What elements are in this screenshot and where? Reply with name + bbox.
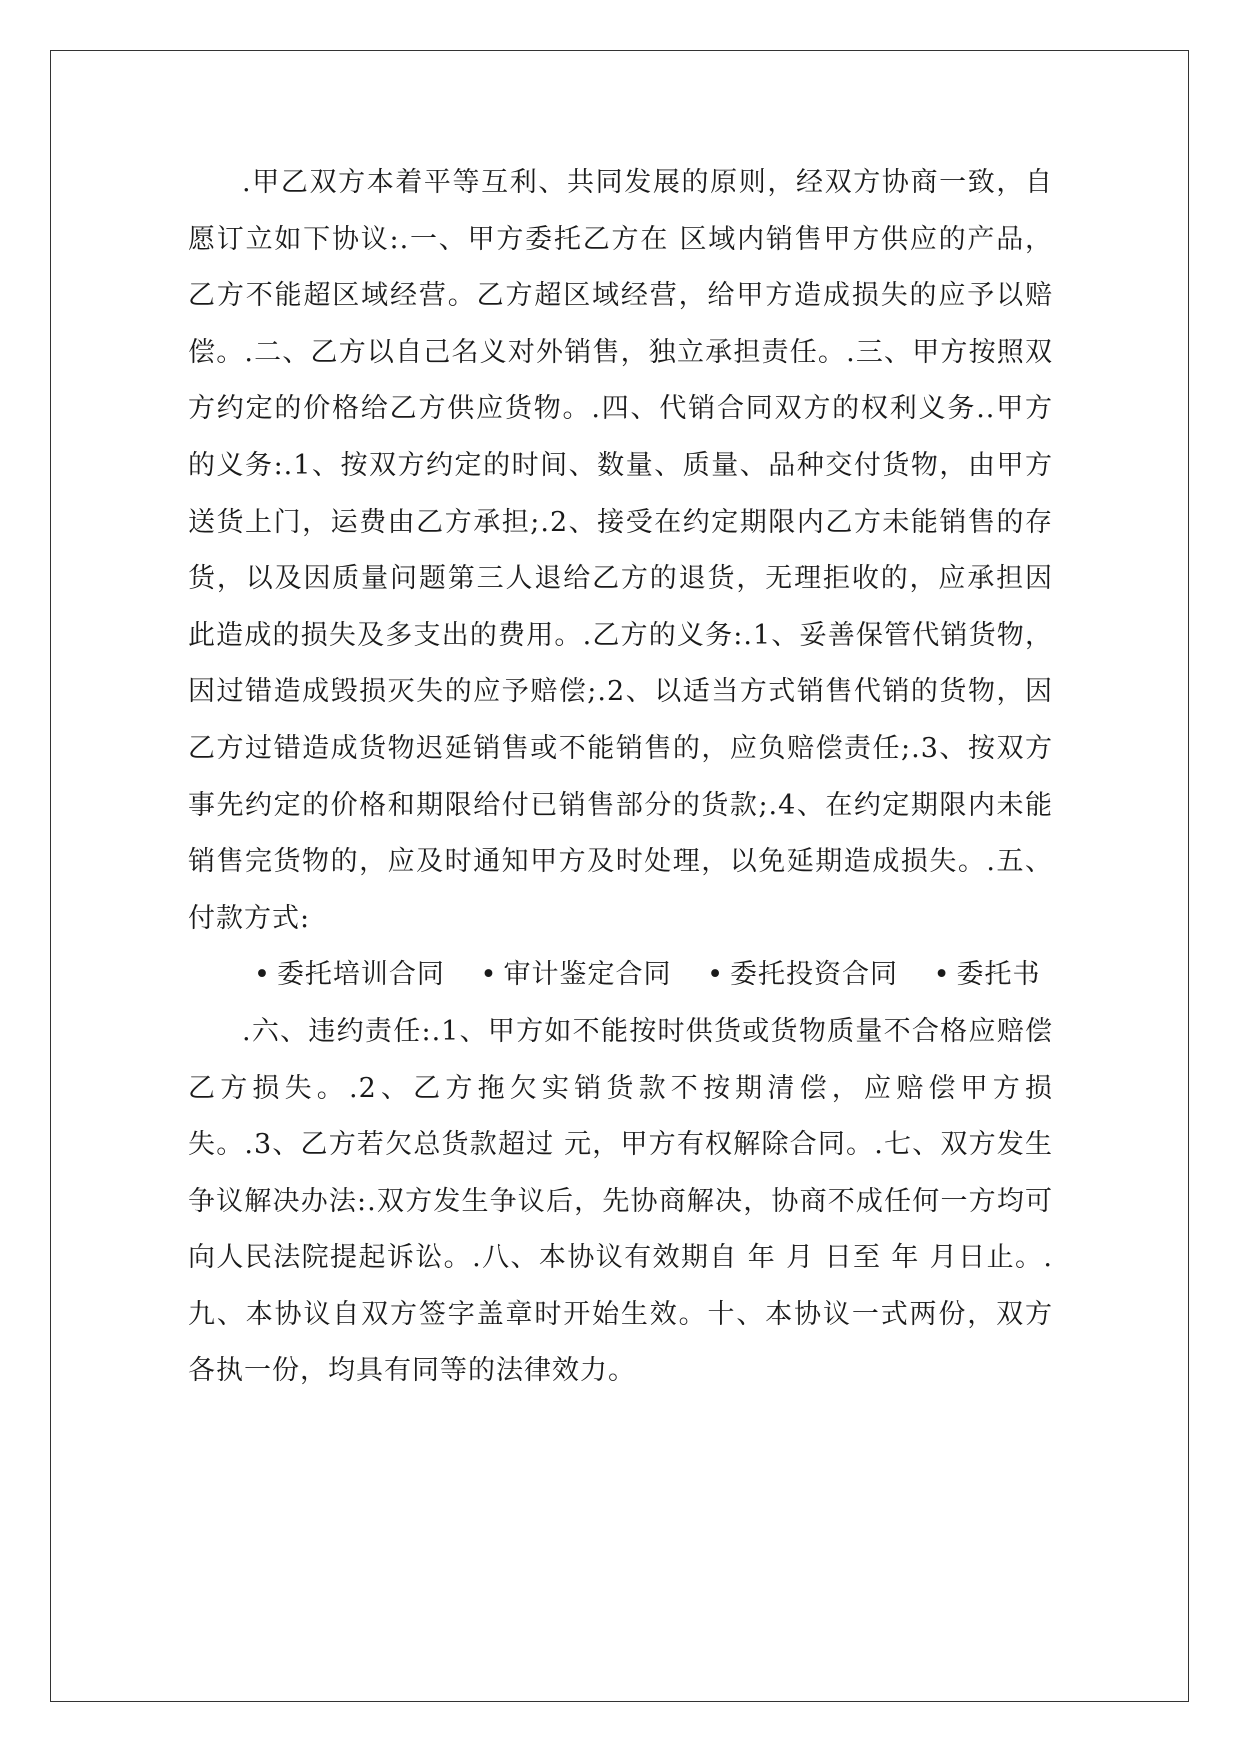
bullet-icon: • bbox=[480, 959, 498, 991]
document-body bbox=[188, 155, 1053, 1400]
bullet-icon: • bbox=[707, 959, 724, 991]
related-link-training-contract[interactable] bbox=[254, 947, 445, 1004]
link-label: 审计鉴定合同 bbox=[503, 959, 672, 991]
related-link-audit-contract[interactable] bbox=[481, 947, 672, 1004]
related-link-investment-contract[interactable] bbox=[707, 947, 898, 1004]
bullet-icon: • bbox=[933, 959, 951, 991]
contract-paragraph-1: .甲乙双方本着平等互利、共同发展的原则，经双方协商一致，自愿订立如下协议:.一、甲方委托乙方在 区域内销售甲方供应的产品，乙方不能超区域经营。乙方超区域经营，给甲方造成损失的应予以赔偿。.二、乙方以自己名义对外销售，独立承担责任。.三、甲方按照双方约定的价格给乙方供应货物。.四、代销合同双方的权利义务..甲方的义务:.1、按双方约定的时间、数量、质量、品种交付货物，由甲方送货上门，运费由乙方承担;.2、接受在约定期限内乙方未能销售的存货，以及因质量问题第三人退给乙方的退货，无理拒收的，应承担因此造成的损失及多支出的费用。.乙方的义务:.1、妥善保管代销货物，因过错造成毁损灭失的应予赔偿;.2、以适当方式销售代销的货物，因乙方过错造成货物迟延销售或不能销售的，应负赔偿责任;.3、按双方事先约定的价格和期限给付已销售部分的货款;.4、在约定期限内未能销售完货物的，应及时通知甲方及时处理，以免延期造成损失。.五、付款方式: bbox=[188, 167, 1053, 934]
related-link-power-of-attorney[interactable] bbox=[934, 947, 1041, 1004]
link-label: 委托书 bbox=[956, 959, 1041, 991]
link-label: 委托投资合同 bbox=[730, 959, 898, 991]
related-links bbox=[188, 947, 1053, 1004]
bullet-icon: • bbox=[254, 959, 271, 991]
link-label: 委托培训合同 bbox=[276, 959, 445, 991]
contract-paragraph-2: .六、违约责任:.1、甲方如不能按时供货或货物质量不合格应赔偿乙方损失。.2、乙方拖欠实销货款不按期清偿，应赔偿甲方损失。.3、乙方若欠总货款超过 元，甲方有权解除合同。.七、双方发生争议解决办法:.双方发生争议后，先协商解决，协商不成任何一方均可向人民法院提起诉讼。.八、本协议有效期自 年 月 日至 年 月日止。.九、本协议自双方签字盖章时开始生效。十、本协议一式两份，双方各执一份，均具有同等的法律效力。 bbox=[188, 1015, 1053, 1387]
